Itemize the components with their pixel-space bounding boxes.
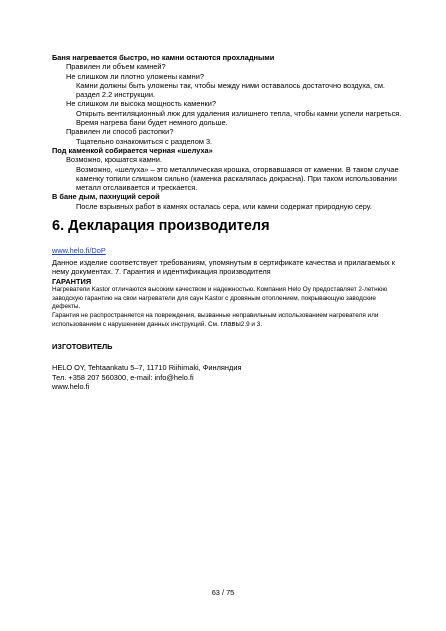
warranty-text-2a: Гарантия не распространяется на повреждения, вызванные неправильным использованием нагревателя или использованием с нарушением данных инструкций. См. xyxy=(52,311,379,329)
warranty-text-1: Нагреватели Kastor отличаются высоким качеством и надежностью. Компания Helo Oy предоставляет 2-летнюю заводскую гарантию на свои нагреватели для саун Kastor с дровяным отоплением, покрывающую заводские дефекты. xyxy=(52,285,388,311)
faq-answer-line: Камни должны быть уложены так, чтобы между ними оставалось достаточно воздуха, см. раздел 2.2 инструкции. xyxy=(76,80,385,100)
faq-answer-line: Открыть вентиляционный люк для удаления излишнего тепла, чтобы камни успели нагреться. Время нагрева бани будет немного дольше. xyxy=(76,108,402,128)
page-number: 63 / 75 xyxy=(211,588,235,597)
section-heading-declaration: 6. Декларация производителя xyxy=(52,218,270,235)
warranty-text-2b: главы xyxy=(220,319,241,329)
faq-answer-line: Правилен ли объем камней? xyxy=(66,62,166,72)
manufacturer-address: HELO OY, Tehtaankatu 5–7, 11710 Riihimaki, Финляндия xyxy=(52,363,242,373)
manufacturer-contacts: Тел. +358 207 560300, e-mail: info@helo.fi xyxy=(52,372,194,382)
faq-answers-3 xyxy=(52,202,402,211)
warranty-text-2 xyxy=(52,312,402,330)
faq-answer-line: После взрывных работ в камнях осталась сера, или камни содержат природную серу. xyxy=(76,201,372,211)
faq-question-1: Баня нагревается быстро, но камни остаются прохладными xyxy=(52,53,275,62)
faq-answer-line: Возможно, «шелуха» – это металлическая крошка, оторвавшаяся от каменки. В таком случае каменку топили слишком сильно (каменка раскалялась докрасна). При таком использовании металл отслаивается и трескается. xyxy=(76,164,399,193)
faq-question-3: В бане дым, пахнущий серой xyxy=(52,192,160,202)
faq-answers-2 xyxy=(52,155,402,192)
faq-answer-line: Не слишком ли плотно уложены камни? xyxy=(66,71,204,81)
manufacturer-heading: ИЗГОТОВИТЕЛЬ xyxy=(52,341,113,351)
manufacturer-website[interactable]: www.helo.fi xyxy=(52,381,90,391)
warranty-heading: ГАРАНТИЯ xyxy=(52,276,92,286)
warranty-text-2c: 2.9 и 3. xyxy=(240,321,263,329)
faq-answer-line: Не слишком ли высока мощность каменки? xyxy=(66,99,217,109)
declaration-text: Данное изделие соответствует требованиям, упомянутым в сертификате качества и прилагаемых к нему документах. 7. Гарантия и идентификация производителя xyxy=(52,258,396,277)
faq-answer-line: Правилен ли способ растопки? xyxy=(66,127,174,137)
faq-question-2: Под каменкой собирается черная «шелуха» xyxy=(52,145,213,155)
faq-answers-1 xyxy=(52,62,402,146)
dop-link[interactable]: www.helo.fi/DoP xyxy=(52,246,106,256)
page-content xyxy=(52,53,402,391)
faq-answer-line: Возможно, крошатся камни. xyxy=(66,155,162,165)
faq-answer-line: Тщательно ознакомиться с разделом 3. xyxy=(76,136,213,146)
